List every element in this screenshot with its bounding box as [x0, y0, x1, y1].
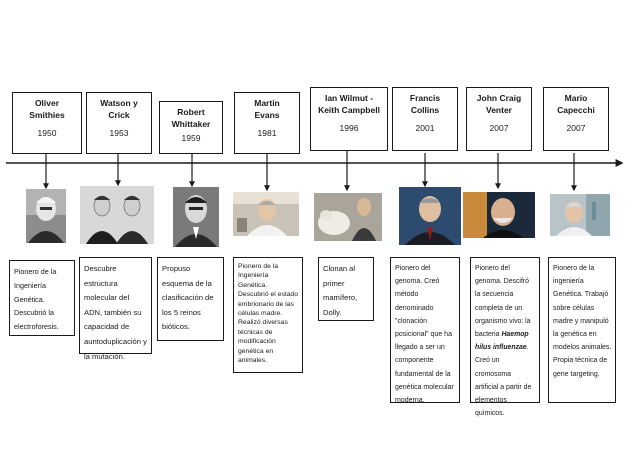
scientist-name: Robert Whittaker — [171, 107, 211, 129]
description-text: Pionero de la Ingeniería Genética. Descubrió la electroforesis. — [14, 267, 59, 332]
year-label: 2001 — [415, 123, 435, 133]
description-text: Pionero del genoma. Creó método denominado "clonación posicional" que ha llegado a ser un componente fundamental de la genética molecular moderna. — [395, 265, 454, 405]
description-text: Pionero de la ingeniería Genética. Trabajó sobre células madre y manipuló la genética en modelos animales. Propia técnica de gene targeting. — [553, 265, 612, 378]
entry-header-watson-crick — [86, 92, 152, 154]
scientist-name: Mario Capecchi — [557, 93, 595, 115]
portrait-photo-collins — [399, 187, 461, 245]
entry-description-venter — [470, 257, 540, 418]
portrait-photo-capecchi — [550, 194, 610, 236]
entry-header-whittaker — [159, 101, 223, 154]
entry-description-smithies — [9, 260, 75, 336]
entry-header-smithies — [12, 92, 82, 154]
year-label: 1996 — [339, 123, 359, 133]
year-label: 2007 — [566, 123, 586, 133]
scientist-name: John Craig Venter — [476, 93, 522, 115]
entry-header-capecchi — [543, 87, 609, 151]
portrait-photo-wilmut-campbell — [314, 193, 382, 241]
portrait-photo-evans — [233, 192, 299, 236]
entry-description-evans — [233, 257, 303, 373]
entry-header-evans — [234, 92, 300, 154]
portrait-photo-venter — [463, 192, 535, 238]
portrait-photo-watson-crick — [80, 186, 154, 244]
entry-description-wilmut-campbell — [318, 257, 374, 321]
portrait-photo-smithies — [26, 189, 66, 243]
scientist-name: Watson y Crick — [100, 98, 138, 120]
entry-header-venter — [466, 87, 532, 151]
description-text: Propuso esquema de la clasificación de los 5 reinos bióticos. — [162, 264, 214, 332]
year-label: 1981 — [257, 128, 277, 138]
scientist-name: Oliver Smithies — [29, 98, 65, 120]
description-emphasis: Haemop hilus influenzae — [475, 331, 529, 352]
scientist-name: Francis Collins — [409, 93, 441, 115]
entry-description-watson-crick — [79, 257, 152, 361]
entry-header-collins — [392, 87, 458, 151]
entry-description-whittaker — [157, 257, 224, 341]
year-label: 1959 — [181, 133, 201, 143]
entry-description-capecchi — [548, 257, 616, 403]
description-text: Pionero de la Ingeniería Genética. Descubrió el estado embrionario de las células madre. Realizó diversas técnicas de modificación genética en animales. — [238, 263, 299, 365]
description-text: Pionero del genoma. Descifró la secuencia completa de un organismo vivo: la bacteria — [475, 265, 531, 339]
scientist-name: Ian Wilmut - Keith Campbell — [318, 93, 380, 115]
scientist-name: Martin Evans — [254, 98, 280, 120]
entry-description-collins — [390, 257, 460, 403]
year-label: 1950 — [37, 128, 57, 138]
entry-header-wilmut-campbell — [310, 87, 388, 151]
description-text: Descubre estructura molecular del ADN, también su capacidad de auntoduplicación y la mutación. — [84, 264, 147, 361]
description-text: Clonan al primer mamífero, Dolly. — [323, 264, 358, 317]
portrait-photo-whittaker — [173, 187, 219, 247]
year-label: 1953 — [109, 128, 129, 138]
year-label: 2007 — [489, 123, 509, 133]
description-text: . Creó un cromosoma artificial a partir de elementos químicos. — [475, 344, 532, 418]
